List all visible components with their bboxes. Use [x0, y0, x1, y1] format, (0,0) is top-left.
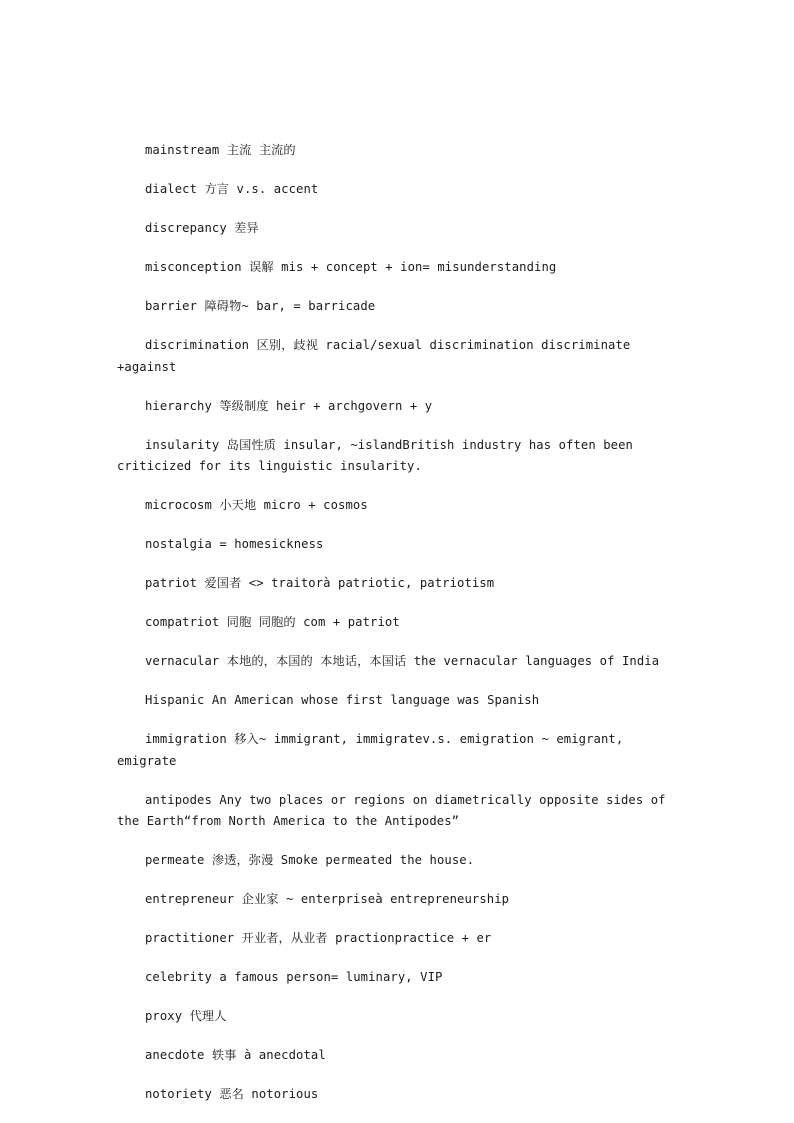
vocab-entry-patriot: patriot 爱国者 <> traitorà patriotic, patriotism — [145, 576, 495, 590]
vocab-entry-microcosm: microcosm 小天地 micro + cosmos — [145, 498, 368, 512]
vocab-entry-misconception: misconception 误解 mis + concept + ion= misunderstanding — [145, 260, 557, 274]
vocab-entry-dialect: dialect 方言 v.s. accent — [145, 182, 319, 196]
vocab-entry-hispanic: Hispanic An American whose first language was Spanish — [145, 693, 540, 707]
vocab-entry-nostalgia: nostalgia = homesickness — [145, 537, 324, 551]
vocab-entry-anecdote: anecdote 轶事 à anecdotal — [145, 1048, 326, 1062]
vocab-entry-permeate: permeate 渗透，弥漫 Smoke permeated the house. — [145, 853, 475, 867]
vocab-entry-compatriot: compatriot 同胞 同胞的 com + patriot — [145, 615, 400, 629]
vocab-entry-discrepancy: discrepancy 差异 — [145, 221, 259, 235]
vocab-entry-mainstream: mainstream 主流 主流的 — [145, 143, 296, 157]
vocab-entry-insularity: insularity 岛国性质 insular, ~islandBritish industry has often been criticized for its linguistic insularity. — [117, 437, 633, 473]
vocab-entry-barrier: barrier 障碍物~ bar, = barricade — [145, 299, 376, 313]
vocab-entry-discrimination: discrimination 区别，歧视 racial/sexual discrimination discriminate +against — [117, 338, 631, 374]
vocab-entry-hierarchy: hierarchy 等级制度 heir + archgovern + y — [145, 398, 433, 413]
vocab-entry-proxy: proxy 代理人 — [145, 1009, 227, 1023]
vocab-entry-celebrity: celebrity a famous person= luminary, VIP — [145, 970, 443, 984]
vocab-entry-entrepreneur: entrepreneur 企业家 ~ enterpriseà entrepreneurship — [145, 892, 510, 906]
vocab-entry-immigration: immigration 移入~ immigrant, immigratev.s. emigration ~ emigrant, emigrate — [117, 732, 624, 768]
vocab-entry-vernacular: vernacular 本地的，本国的 本地话，本国话 the vernacular languages of India — [145, 654, 660, 668]
vocab-entry-practitioner: practitioner 开业者，从业者 practionpractice + er — [145, 931, 492, 945]
vocab-entry-notoriety: notoriety 恶名 notorious — [145, 1087, 319, 1101]
vocabulary-list — [117, 140, 677, 1123]
vocab-entry-antipodes: antipodes Any two places or regions on diametrically opposite sides of the Earth“from North America to the Antipodes” — [117, 792, 666, 828]
